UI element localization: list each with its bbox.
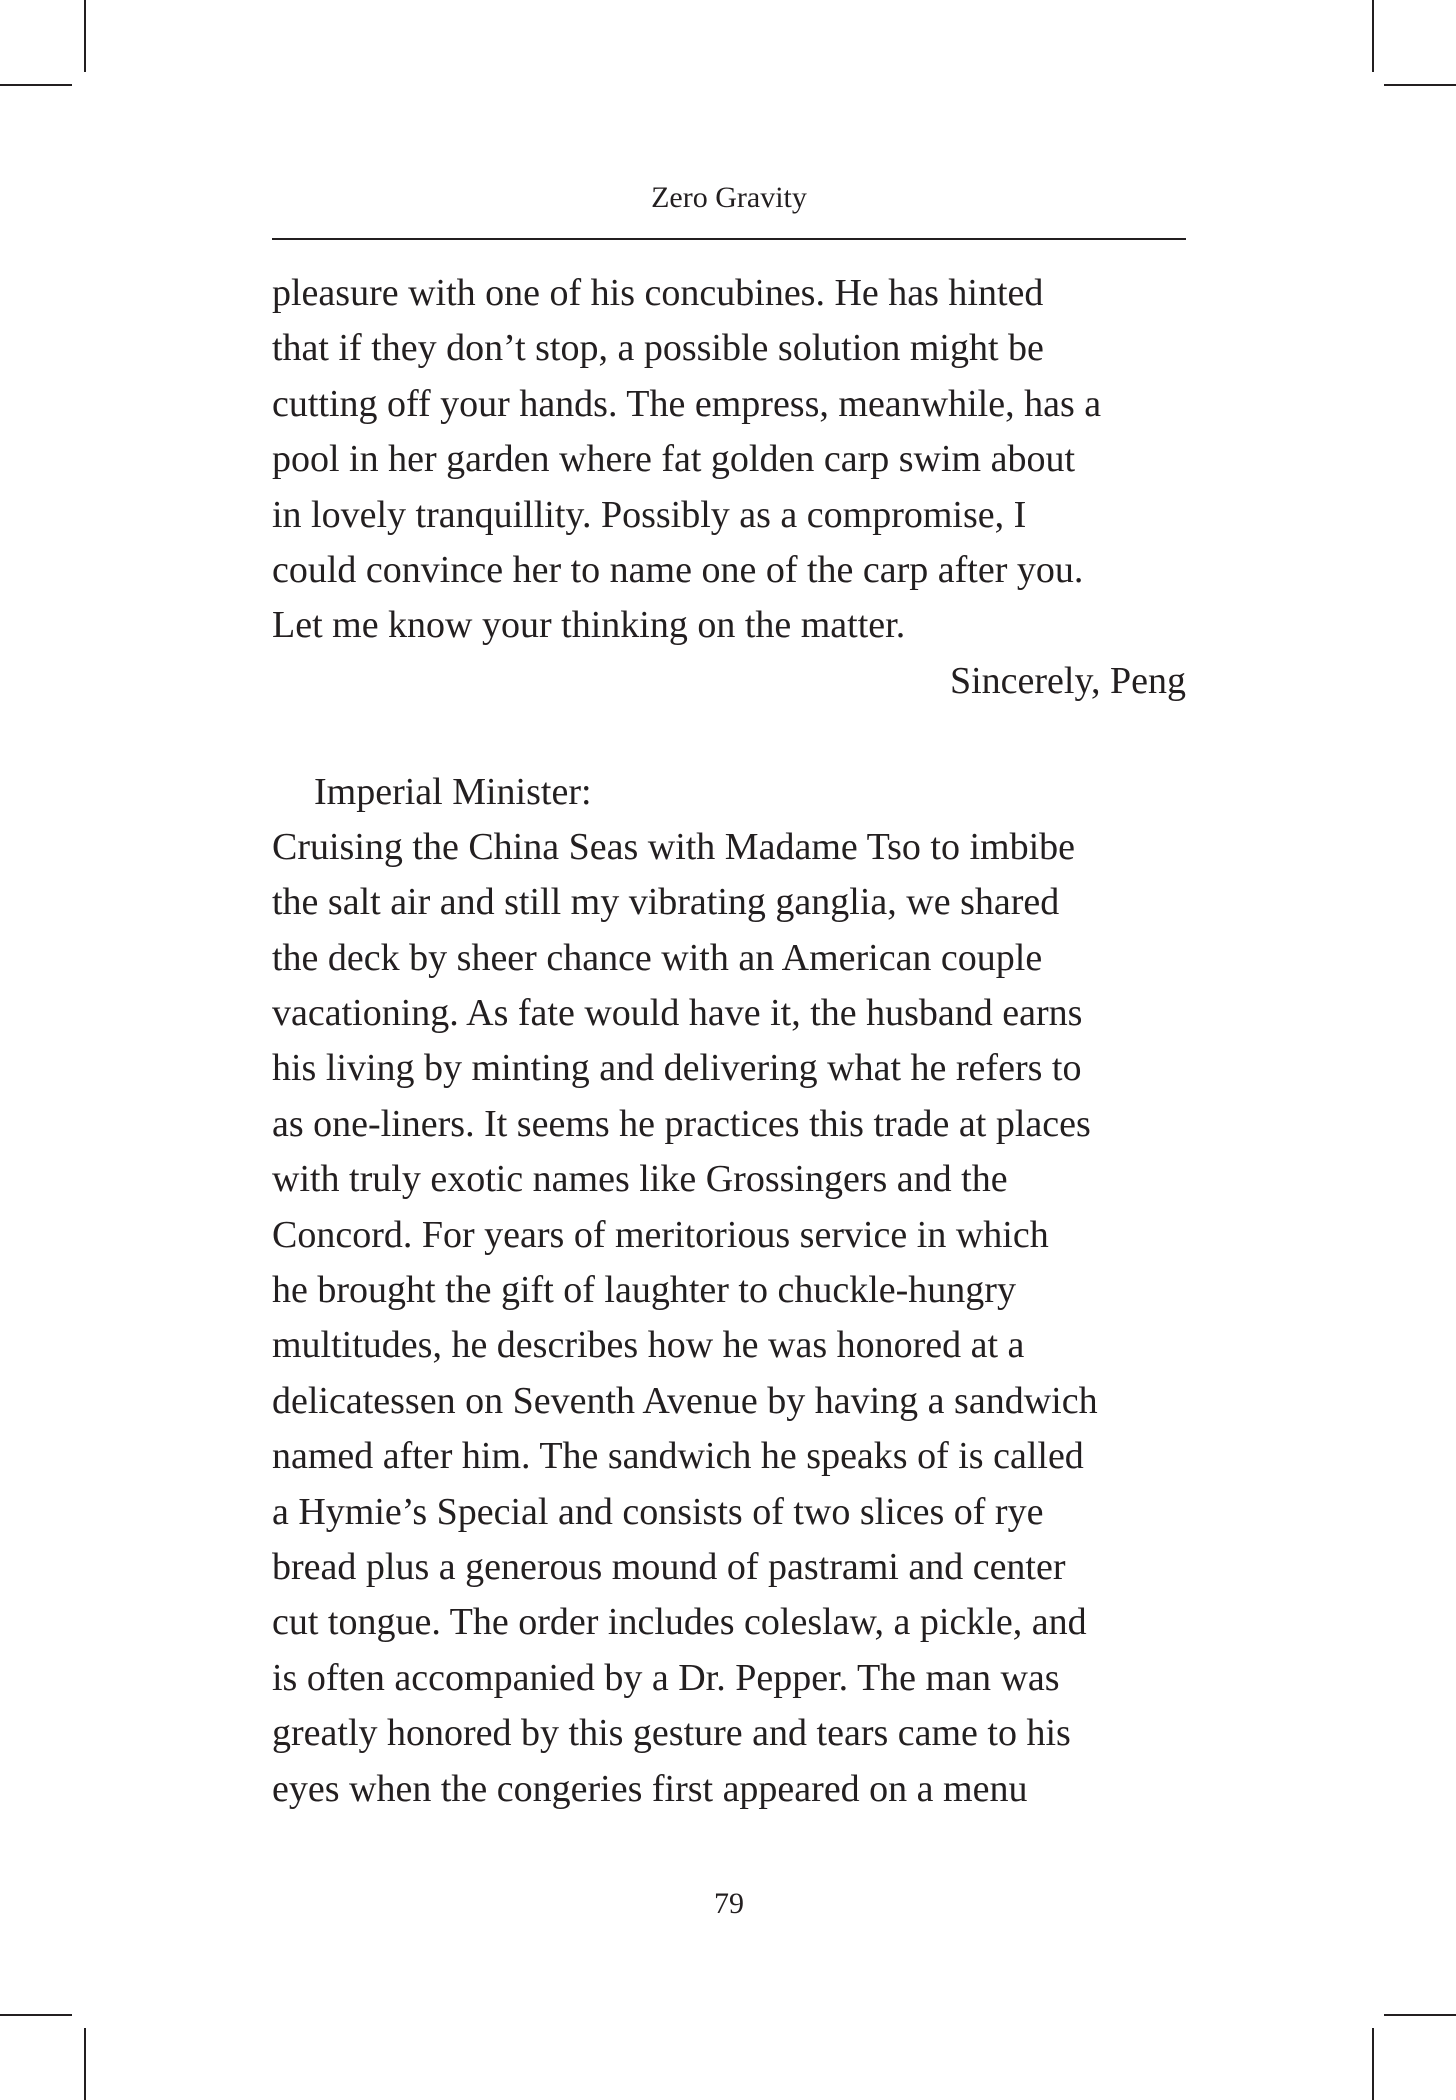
text-line: Concord. For years of meritorious service in which [272, 1213, 1049, 1256]
text-line: Cruising the China Seas with Madame Tso to imbibe [272, 825, 1076, 868]
crop-mark-top-left-horizontal [0, 84, 72, 86]
text-line: greatly honored by this gesture and tears came to his [272, 1712, 1071, 1755]
text-line: vacationing. As fate would have it, the husband earns [272, 992, 1083, 1035]
text-line: eyes when the congeries first appeared on a menu [272, 1767, 1028, 1810]
text-line: as one-liners. It seems he practices this trade at places [272, 1102, 1091, 1145]
text-line: he brought the gift of laughter to chuckle-hungry [272, 1269, 1016, 1312]
text-line: the salt air and still my vibrating ganglia, we shared [272, 881, 1060, 924]
crop-mark-top-left-vertical [84, 0, 86, 72]
text-line: cut tongue. The order includes coleslaw, a pickle, and [272, 1601, 1087, 1644]
text-line: is often accompanied by a Dr. Pepper. The man was [272, 1656, 1060, 1699]
text-line: his living by minting and delivering what he refers to [272, 1047, 1082, 1090]
letter-1 [272, 266, 1186, 709]
crop-mark-top-right-horizontal [1384, 84, 1456, 86]
text-line: with truly exotic names like Grossingers and the [272, 1158, 1008, 1201]
text-line: in lovely tranquillity. Possibly as a compromise, I [272, 493, 1027, 536]
crop-mark-bottom-right-horizontal [1384, 2014, 1456, 2016]
text-line: could convince her to name one of the carp after you. [272, 548, 1084, 591]
text-line: cutting off your hands. The empress, meanwhile, has a [272, 382, 1102, 425]
text-line: Let me know your thinking on the matter. [272, 604, 906, 647]
text-line: delicatessen on Seventh Avenue by having a sandwich [272, 1379, 1098, 1422]
text-line: pool in her garden where fat golden carp swim about [272, 438, 1076, 481]
text-line: a Hymie’s Special and consists of two slices of rye [272, 1490, 1044, 1533]
page-number: 79 [714, 1887, 744, 1920]
header-rule [272, 238, 1186, 240]
text-line: multitudes, he describes how he was honored at a [272, 1324, 1025, 1367]
text-line: that if they don’t stop, a possible solution might be [272, 327, 1044, 370]
text-line: pleasure with one of his concubines. He has hinted [272, 272, 1044, 314]
signature: Sincerely, Peng [949, 659, 1186, 702]
letter-2 [272, 765, 1186, 1817]
salutation: Imperial Minister: [314, 770, 592, 813]
text-line: named after him. The sandwich he speaks of is called [272, 1435, 1084, 1478]
crop-mark-bottom-left-vertical [84, 2028, 86, 2100]
running-head: Zero Gravity [651, 181, 807, 214]
page-body [272, 266, 1186, 1817]
text-line: the deck by sheer chance with an American couple [272, 936, 1043, 979]
crop-mark-bottom-left-horizontal [0, 2014, 72, 2016]
section-gap [272, 709, 1186, 764]
text-line: bread plus a generous mound of pastrami and center [272, 1545, 1066, 1588]
crop-mark-top-right-vertical [1372, 0, 1374, 72]
crop-mark-bottom-right-vertical [1372, 2028, 1374, 2100]
